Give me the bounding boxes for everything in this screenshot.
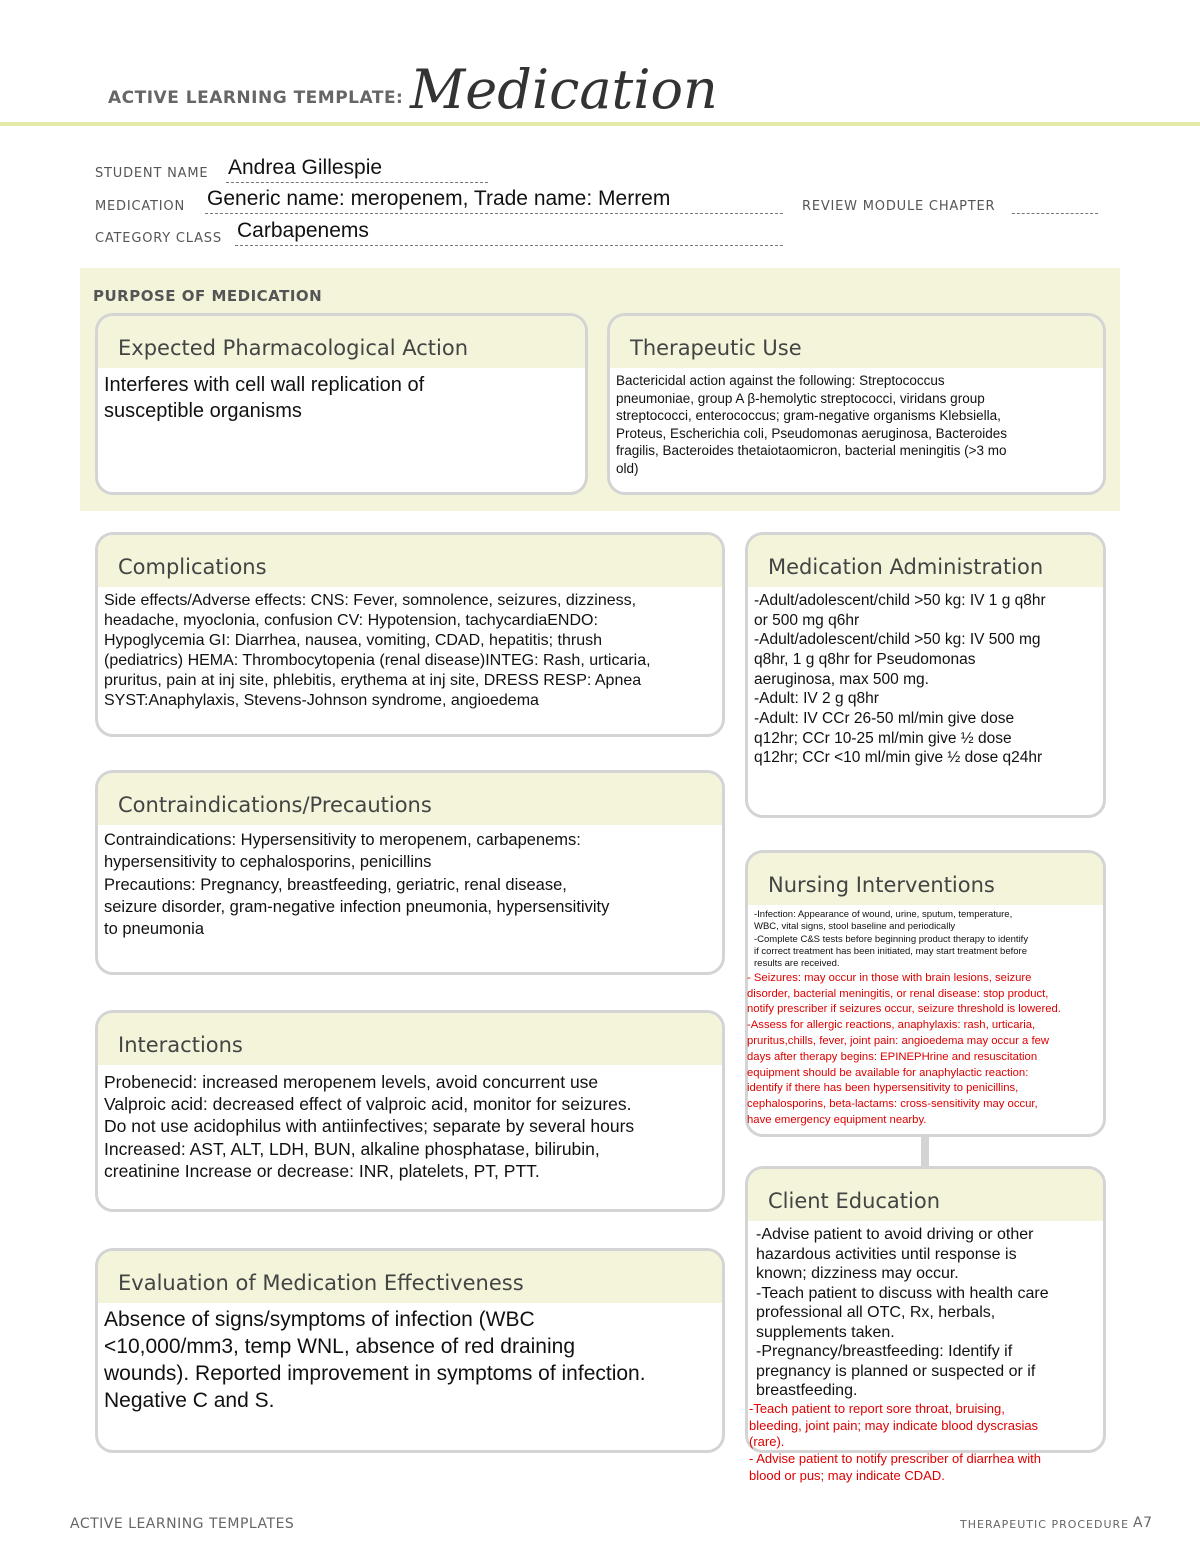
category-class-underline [235, 245, 783, 246]
client-education-title: Client Education [748, 1169, 1103, 1221]
student-name-underline [226, 182, 488, 183]
client-education-body-red[interactable]: -Teach patient to report sore throat, bruising, bleeding, joint pain; may indicate blood dyscrasias (rare). - Advise patient to notify prescriber of diarrhea with blood or pus; may indicate CDAD. [749, 1400, 1041, 1484]
medication-field[interactable]: Generic name: meropenem, Trade name: Merrem [207, 187, 671, 210]
client-education-box [745, 1166, 1106, 1484]
administration-box [745, 532, 1106, 818]
page-title: Medication [410, 58, 718, 121]
nursing-interventions-body-black[interactable]: -Infection: Appearance of wound, urine, sputum, temperature, WBC, vital signs, stool baseline and periodically -Complete C&S tests before beginning product therapy to identify if correct treatment has been initiated, may start treatment before results are received. [754, 909, 1029, 970]
contraindications-body[interactable]: Contraindications: Hypersensitivity to meropenem, carbapenems: hypersensitivity to cephalosporins, penicillins Precautions: Pregnancy, breastfeeding, geriatric, renal disease, seizure disorder, gram-negative infection pneumonia, hypersensitivity to pneumonia [104, 831, 610, 939]
nursing-interventions-body-red[interactable]: - Seizures: may occur in those with brain lesions, seizure disorder, bacterial meningitis, or renal disease: stop product, notify prescriber if seizures occur, seizure threshold is lowered. -Assess for allergic reactions, anaphylaxis: rash, urticaria, pruritus,chills, fever, joint pain: angioedema may occur a few days after therapy begins: EPINEPHrine and resuscitation equipment should be available for anaphylactic reaction: identify if there has been hypersensitivity to penicillins, cephalosporins, beta-lactams: cross-sensitivity may occur, have emergency equipment nearby. [747, 971, 1061, 1127]
complications-box [95, 532, 725, 737]
therapeutic-use-box [607, 313, 1106, 495]
administration-title: Medication Administration [748, 535, 1103, 587]
student-name-label: STUDENT NAME [95, 166, 209, 181]
nursing-interventions-title: Nursing Interventions [748, 853, 1103, 905]
medication-label: MEDICATION [95, 199, 185, 214]
interactions-box [95, 1010, 725, 1212]
section-connector [921, 1137, 929, 1167]
template-label: ACTIVE LEARNING TEMPLATE: [108, 88, 404, 108]
page-number: A7 [1133, 1515, 1153, 1531]
client-education-body-black[interactable]: -Advise patient to avoid driving or other hazardous activities until response is known; dizziness may occur. -Teach patient to discuss with health care professional all OTC, Rx, herbals, supplements taken. -Pregnancy/breastfeeding: Identify if pregnancy is planned or suspected or if breastfeeding. [756, 1226, 1049, 1400]
therapeutic-use-title: Therapeutic Use [610, 316, 1103, 368]
category-class-field[interactable]: Carbapenems [237, 219, 369, 242]
footer-left: ACTIVE LEARNING TEMPLATES [70, 1516, 295, 1532]
footer-right: THERAPEUTIC PROCEDURE [960, 1518, 1130, 1531]
contraindications-box [95, 770, 725, 975]
evaluation-title: Evaluation of Medication Effectiveness [98, 1251, 722, 1303]
expected-action-body[interactable]: Interferes with cell wall replication of susceptible organisms [104, 374, 425, 422]
complications-title: Complications [98, 535, 722, 587]
interactions-body[interactable]: Probenecid: increased meropenem levels, avoid concurrent use Valproic acid: decreased effect of valproic acid, monitor for seizures. Do not use acidophilus with antiinfectives; separate by several hours Increased: AST, ALT, LDH, BUN, alkaline phosphatase, bilirubin, creatinine Increase or decrease: INR, platelets, PT, PTT. [104, 1072, 635, 1181]
purpose-label: PURPOSE OF MEDICATION [93, 287, 323, 305]
contraindications-title: Contraindications/Precautions [98, 773, 722, 825]
medication-underline [205, 213, 783, 214]
nursing-interventions-box [745, 850, 1106, 1137]
category-class-label: CATEGORY CLASS [95, 231, 222, 246]
header-divider [0, 122, 1200, 126]
review-module-field[interactable] [1012, 213, 1098, 214]
evaluation-body[interactable]: Absence of signs/symptoms of infection (WBC <10,000/mm3, temp WNL, absence of red draining wounds). Reported improvement in symptoms of infection. Negative C and S. [104, 1308, 646, 1412]
expected-action-box [95, 313, 588, 495]
review-module-label: REVIEW MODULE CHAPTER [802, 199, 996, 214]
evaluation-box [95, 1248, 725, 1453]
complications-body[interactable]: Side effects/Adverse effects: CNS: Fever, somnolence, seizures, dizziness, headache, myoclonia, confusion CV: Hypotension, tachycardiaENDO: Hypoglycemia GI: Diarrhea, nausea, vomiting, CDAD, hepatitis; thrush (pediatrics) HEMA: Thrombocytopenia (renal disease)INTEG: Rash, urticaria, pruritus, pain at inj site, phlebitis, erythema at inj site, DRESS RESP: Apnea SYST:Anaphylaxis, Stevens-Johnson syndrome, angioedema [104, 592, 651, 709]
interactions-title: Interactions [98, 1013, 722, 1065]
student-name-field[interactable]: Andrea Gillespie [228, 156, 383, 179]
therapeutic-use-body[interactable]: Bactericidal action against the following: Streptococcus pneumoniae, group A β-hemolytic streptococci, viridans group streptococci, enterococcus; gram-negative organisms Klebsiella, Proteus, Escherichia coli, Pseudomonas aeruginosa, Bacteroides fragilis, Bacteroides thetaiotaomicron, bacterial meningitis (>3 mo old) [616, 373, 1007, 476]
expected-action-title: Expected Pharmacological Action [98, 316, 585, 368]
administration-body[interactable]: -Adult/adolescent/child >50 kg: IV 1 g q8hr or 500 mg q6hr -Adult/adolescent/child >50 kg: IV 500 mg q8hr, 1 g q8hr for Pseudomonas aeruginosa, max 500 mg. -Adult: IV 2 g q8hr -Adult: IV CCr 26-50 ml/min give dose q12hr; CCr 10-25 ml/min give ½ dose q12hr; CCr <10 ml/min give ½ dose q24hr [754, 592, 1046, 767]
